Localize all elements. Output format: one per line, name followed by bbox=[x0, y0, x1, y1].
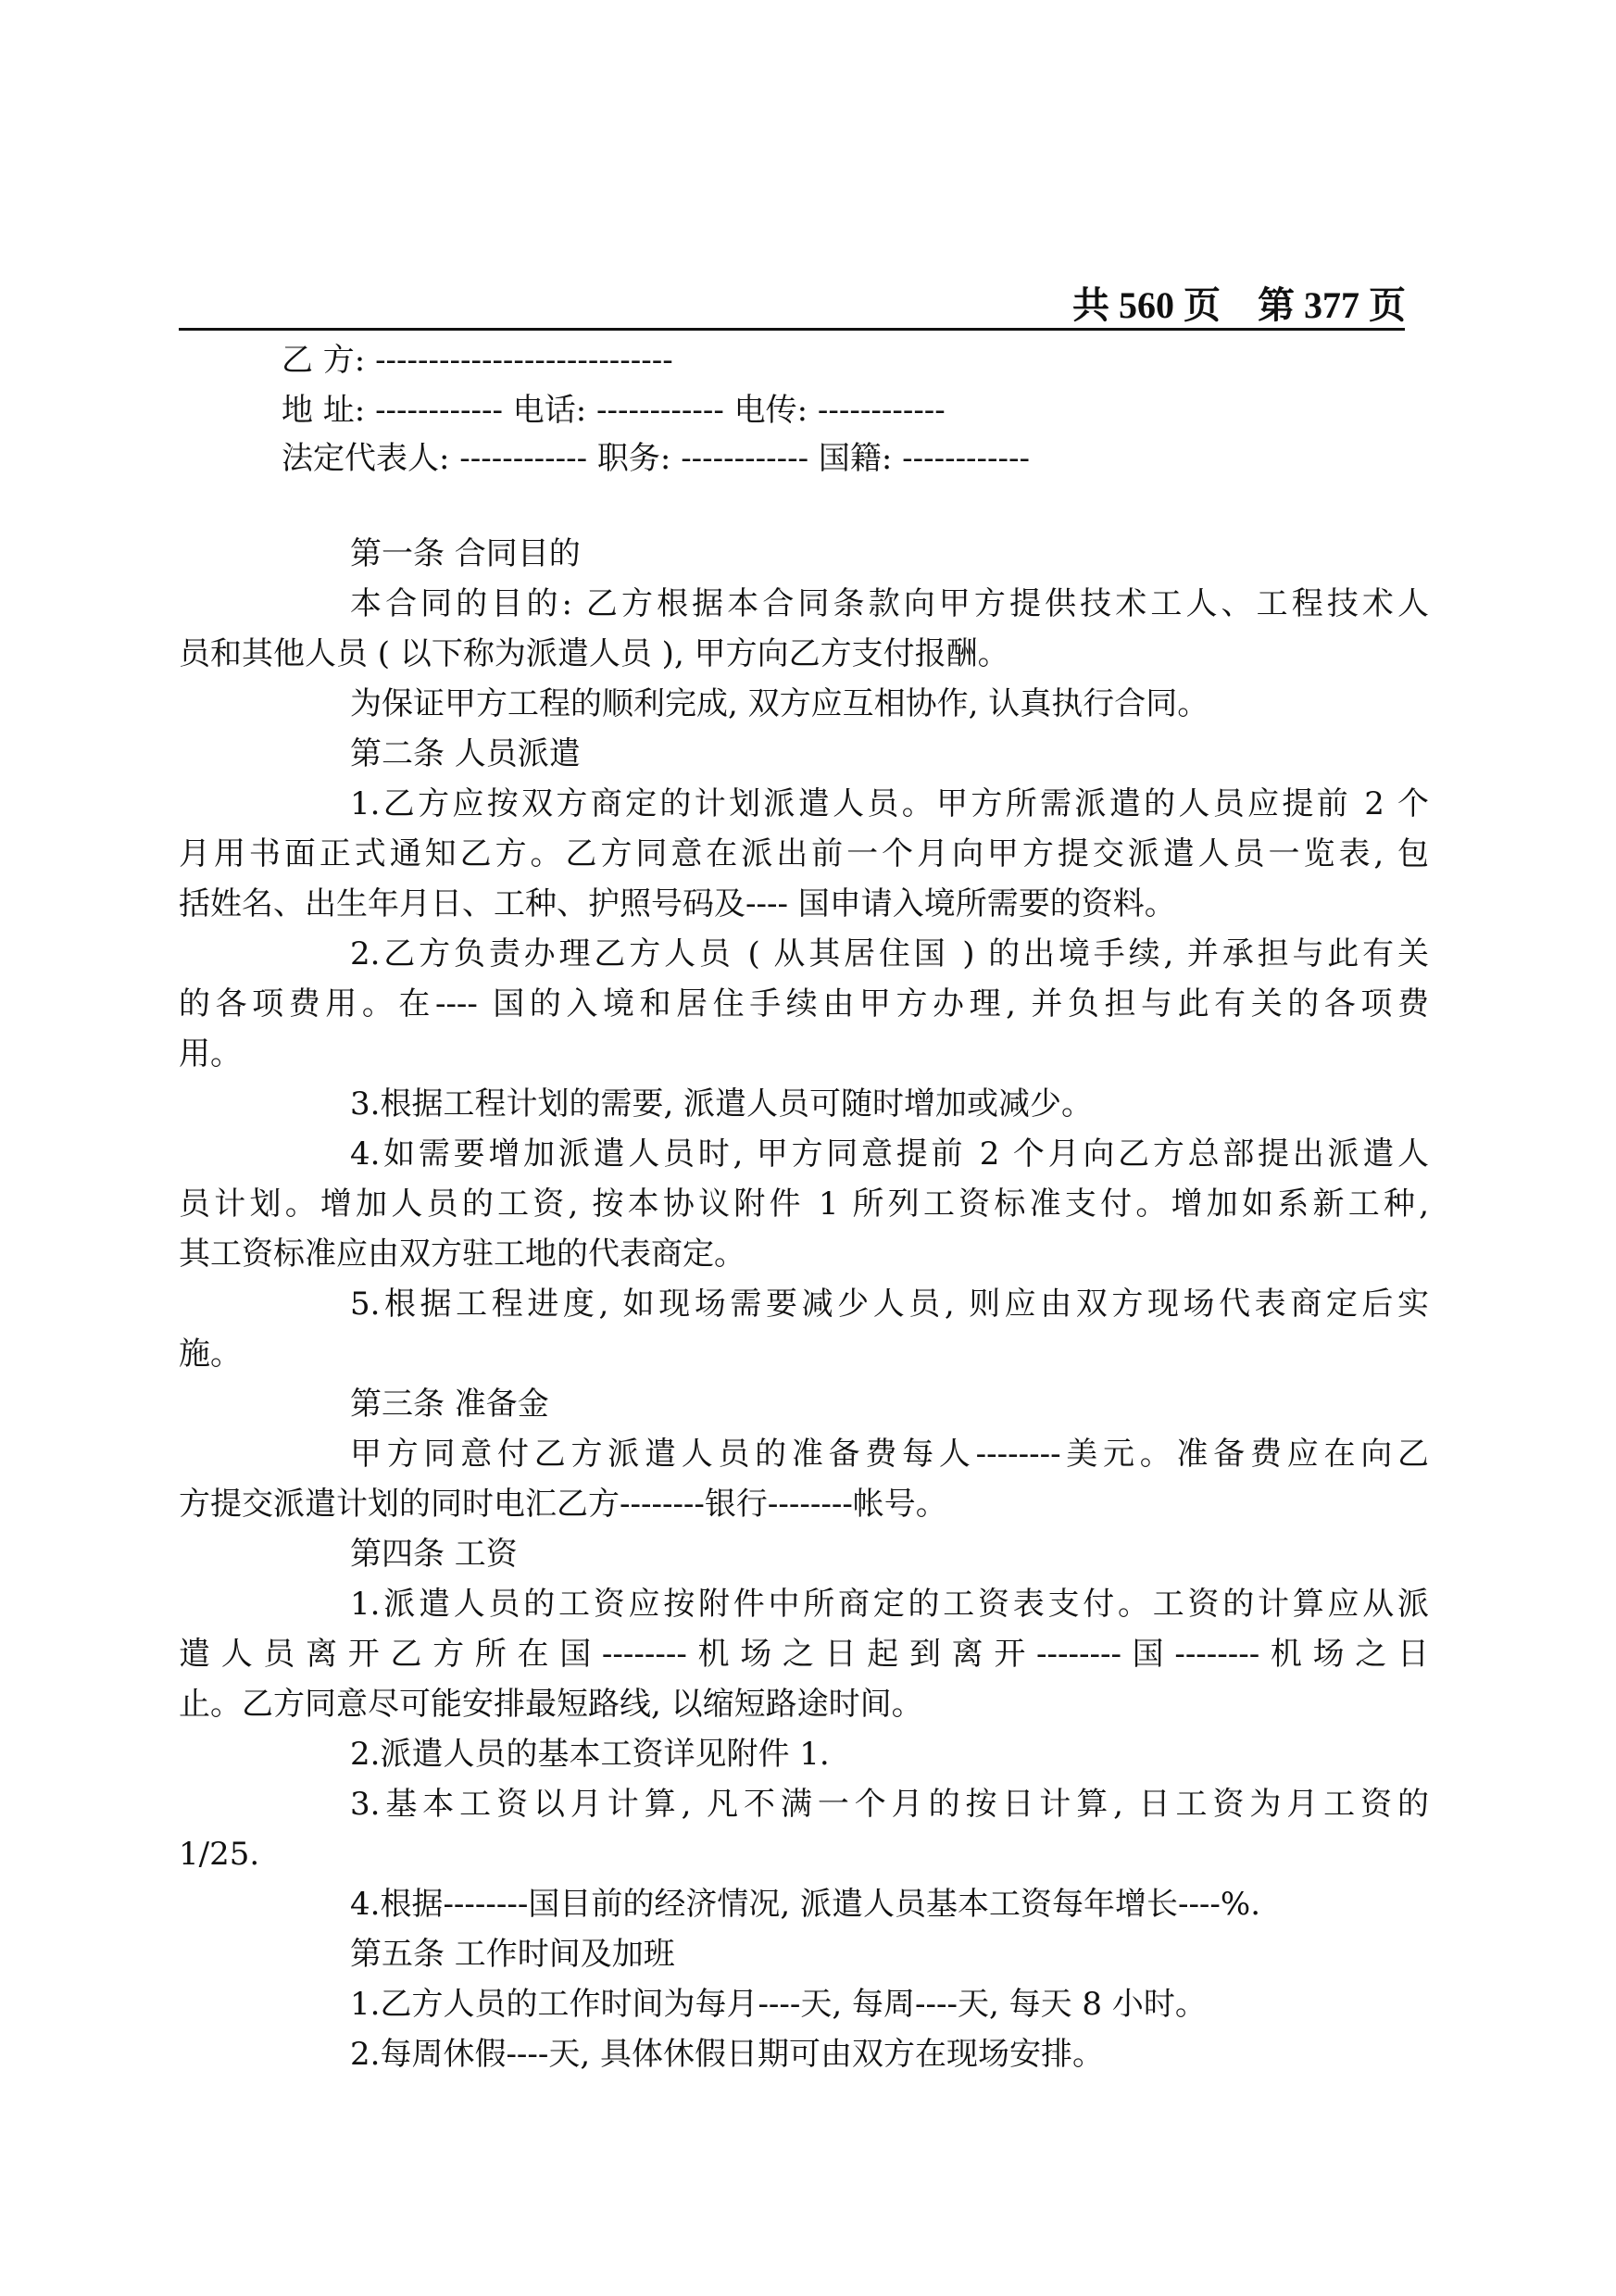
body-line: 施。 bbox=[179, 1336, 242, 1373]
body-line: 1/25. bbox=[179, 1836, 260, 1873]
page-count-header: 共 560 页 第 377 页 bbox=[1072, 284, 1406, 326]
body-line: 2.乙方负责办理乙方人员 ( 从其居住国 ) 的出境手续, 并承担与此有关 bbox=[350, 935, 1429, 972]
body-line: 1.乙方人员的工作时间为每月----天, 每周----天, 每天 8 小时。 bbox=[350, 1986, 1207, 2023]
article-4-heading: 第四条 工资 bbox=[350, 1536, 518, 1573]
body-line: 括姓名、出生年月日、工种、护照号码及---- 国申请入境所需要的资料。 bbox=[179, 885, 1176, 922]
body-line: 的各项费用。在---- 国的入境和居住手续由甲方办理, 并负担与此有关的各项费 bbox=[179, 985, 1429, 1023]
body-line: 员计划。增加人员的工资, 按本协议附件 1 所列工资标准支付。增加如系新工种, bbox=[179, 1186, 1429, 1223]
body-line: 3.根据工程计划的需要, 派遣人员可随时增加或减少。 bbox=[350, 1085, 1094, 1123]
header-divider bbox=[179, 328, 1405, 331]
body-line: 月用书面正式通知乙方。乙方同意在派出前一个月向甲方提交派遣人员一览表, 包 bbox=[179, 835, 1429, 872]
body-line: 2.派遣人员的基本工资详见附件 1. bbox=[350, 1736, 830, 1773]
legal-rep-title-nationality-field: 法定代表人: ------------ 职务: ------------ 国籍: ------------ bbox=[282, 440, 1030, 477]
body-line: 1.乙方应按双方商定的计划派遣人员。甲方所需派遣的人员应提前 2 个 bbox=[350, 785, 1429, 822]
address-phone-fax-field: 地 址: ------------ 电话: ------------ 电传: ------------ bbox=[282, 392, 946, 429]
body-line: 甲方同意付乙方派遣人员的准备费每人--------美元。准备费应在向乙 bbox=[350, 1436, 1429, 1473]
party-b-field: 乙 方: ---------------------------- bbox=[282, 342, 673, 379]
article-1-heading: 第一条 合同目的 bbox=[350, 535, 581, 572]
body-line: 为保证甲方工程的顺利完成, 双方应互相协作, 认真执行合同。 bbox=[350, 685, 1209, 722]
article-3-heading: 第三条 准备金 bbox=[350, 1386, 549, 1423]
body-line: 2.每周休假----天, 具体休假日期可由双方在现场安排。 bbox=[350, 2036, 1105, 2073]
body-line: 止。乙方同意尽可能安排最短路线, 以缩短路途时间。 bbox=[179, 1686, 923, 1723]
body-line: 4.根据--------国目前的经济情况, 派遣人员基本工资每年增长----%. bbox=[350, 1886, 1261, 1923]
body-line: 员和其他人员 ( 以下称为派遣人员 ), 甲方向乙方支付报酬。 bbox=[179, 635, 1009, 672]
body-line: 用。 bbox=[179, 1035, 242, 1073]
body-line: 其工资标准应由双方驻工地的代表商定。 bbox=[179, 1236, 745, 1273]
body-line: 3.基本工资以月计算, 凡不满一个月的按日计算, 日工资为月工资的 bbox=[350, 1786, 1429, 1823]
body-line: 1.派遣人员的工资应按附件中所商定的工资表支付。工资的计算应从派 bbox=[350, 1586, 1429, 1623]
body-line: 4.如需要增加派遣人员时, 甲方同意提前 2 个月向乙方总部提出派遣人 bbox=[350, 1135, 1429, 1173]
body-line: 遣人员离开乙方所在国--------机场之日起到离开--------国--------机场之日 bbox=[179, 1636, 1429, 1673]
body-line: 方提交派遣计划的同时电汇乙方--------银行--------帐号。 bbox=[179, 1486, 947, 1523]
body-line: 本合同的目的: 乙方根据本合同条款向甲方提供技术工人、工程技术人 bbox=[350, 585, 1429, 622]
body-line: 5.根据工程进度, 如现场需要减少人员, 则应由双方现场代表商定后实 bbox=[350, 1286, 1429, 1323]
article-2-heading: 第二条 人员派遣 bbox=[350, 735, 581, 772]
article-5-heading: 第五条 工作时间及加班 bbox=[350, 1936, 675, 1973]
